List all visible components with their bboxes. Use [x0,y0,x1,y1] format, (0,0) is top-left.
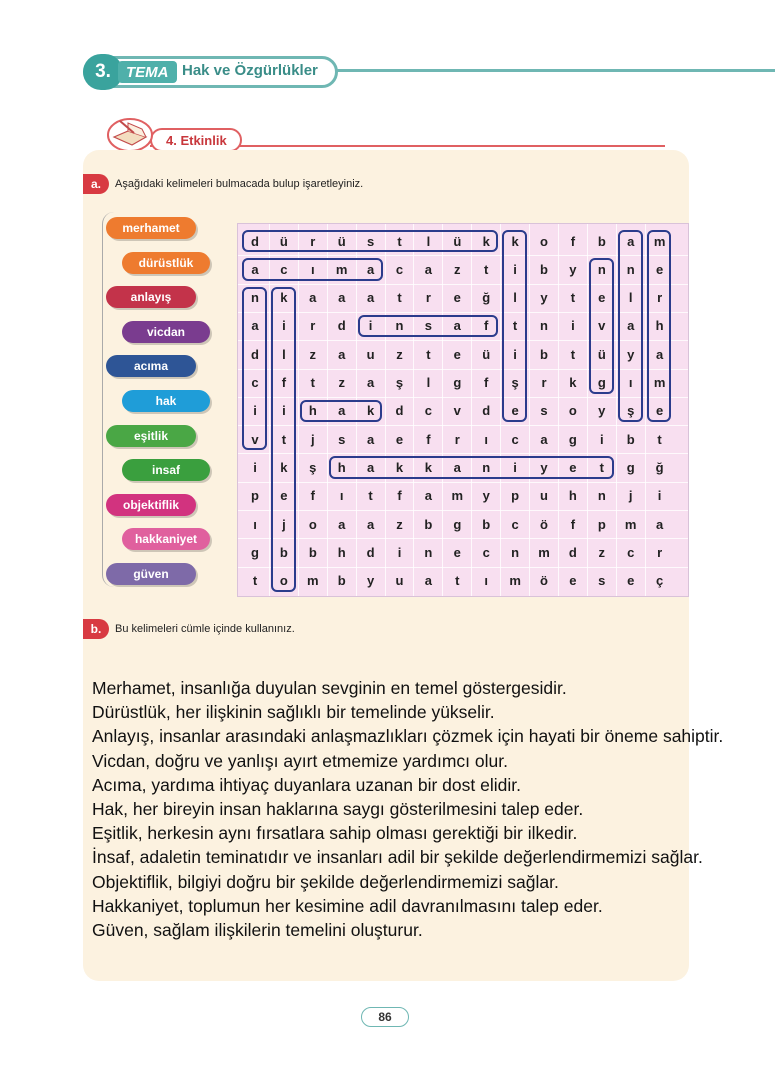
header-rule [330,69,775,72]
grid-cell[interactable]: r [657,544,663,560]
grid-cell[interactable]: z [309,346,317,362]
grid-cell[interactable]: ı [310,261,315,277]
grid-cell[interactable]: ö [540,573,548,589]
grid-cell[interactable]: a [540,431,548,447]
grid-cell[interactable]: ö [540,516,548,532]
answer-sentence: Acıma, yardıma ihtiyaç duyanlara uzanan bir dost elidir. [92,774,521,795]
grid-cell[interactable]: o [308,516,317,532]
grid-cell[interactable]: e [395,431,404,447]
grid-cell[interactable]: g [597,375,606,390]
grid-cell[interactable]: k [482,233,490,249]
grid-cell[interactable]: ü [337,233,346,249]
grid-cell[interactable]: ç [655,573,664,589]
grid-cell[interactable]: e [569,459,577,475]
grid-cell[interactable]: a [366,516,375,532]
grid-cell[interactable]: f [570,516,576,532]
grid-cell[interactable]: a [627,318,635,334]
grid-cell[interactable]: t [397,290,402,306]
grid-cell[interactable]: c [482,544,490,560]
grid-cell[interactable]: l [426,233,431,249]
grid-cell[interactable]: z [454,261,461,277]
answer-sentence: Hakkaniyet, toplumun her kesimine adil davranılmasını talep eder. [92,895,603,916]
grid-cell[interactable]: l [426,375,431,390]
grid-cell[interactable]: ü [453,233,462,249]
grid-cell[interactable]: r [310,233,316,249]
grid-cell[interactable]: i [599,431,604,447]
grid-cell[interactable]: i [282,318,286,334]
found-word-outline [618,230,643,422]
word-pill: hakkaniyet [122,528,210,550]
grid-cell[interactable]: i [253,459,257,475]
grid-cell[interactable]: f [426,431,431,447]
grid-cell[interactable]: n [395,318,404,334]
grid-cell[interactable]: f [310,488,315,504]
grid-cell[interactable]: d [366,544,375,560]
grid-cell[interactable]: t [281,431,287,447]
grid-cell[interactable]: b [597,233,606,249]
found-word-outline [242,258,383,280]
grid-cell[interactable]: m [307,573,319,589]
grid-cell[interactable]: t [426,346,431,362]
grid-cell[interactable]: f [397,488,402,504]
grid-cell[interactable]: o [279,573,288,589]
grid-cell[interactable]: i [513,261,517,277]
grid-cell[interactable]: b [626,431,635,447]
found-word-outline [329,456,614,478]
grid-cell[interactable]: b [540,261,548,277]
grid-cell[interactable]: ü [597,346,606,362]
grid-cell[interactable]: c [511,516,519,532]
word-pill: eşitlik [106,425,196,447]
section-a-marker: a. [83,174,109,194]
grid-cell[interactable]: ı [628,375,633,390]
grid-cell[interactable]: f [484,318,489,334]
word-pill: merhamet [106,217,196,239]
grid-cell[interactable]: a [338,346,346,362]
found-word-outline [242,287,267,451]
grid-cell[interactable]: a [655,516,664,532]
grid-cell[interactable]: m [624,516,637,532]
grid-cell[interactable]: m [538,544,550,560]
answer-sentence: Objektiflik, bilgiyi doğru bir şekilde değerlendirmemizi sağlar. [92,871,559,892]
found-word-outline [589,258,614,394]
grid-cell[interactable]: ı [484,431,488,447]
found-word-outline [242,230,498,252]
answer-sentence: Dürüstlük, her ilişkinin sağlıklı bir temelinde yükselir. [92,702,495,723]
answer-sentence: Güven, sağlam ilişkilerin temelini oluşturur. [92,920,423,941]
word-pill: acıma [106,355,196,377]
grid-cell[interactable]: s [598,573,606,589]
grid-cell[interactable]: u [366,346,375,362]
grid-cell[interactable]: n [511,544,520,560]
grid-cell[interactable]: e [569,573,577,589]
grid-cell[interactable]: d [482,403,491,419]
grid-cell[interactable]: v [251,431,259,447]
word-search-grid[interactable] [237,223,689,597]
grid-cell[interactable]: e [280,488,288,504]
book-icon [106,113,154,153]
grid-cell[interactable]: ı [253,516,257,532]
grid-cell[interactable]: k [424,459,432,475]
grid-cell[interactable]: k [511,233,519,249]
word-pill: objektiflik [106,494,196,516]
grid-cell[interactable]: n [540,318,548,334]
grid-cell[interactable]: b [482,516,491,532]
grid-cell[interactable]: d [251,346,259,362]
grid-cell[interactable]: e [655,261,664,277]
grid-cell[interactable]: y [366,573,375,589]
grid-cell[interactable]: h [655,318,664,334]
grid-cell[interactable]: l [282,346,286,362]
grid-cell[interactable]: v [453,403,461,419]
grid-cell[interactable]: c [511,431,519,447]
grid-cell[interactable]: z [396,516,403,532]
grid-cell[interactable]: t [570,290,576,306]
grid-cell[interactable]: a [366,290,375,306]
grid-cell[interactable]: c [251,375,259,390]
grid-cell[interactable]: t [657,431,662,447]
word-pill: dürüstlük [122,252,210,274]
grid-cell[interactable]: t [484,261,489,277]
grid-cell[interactable]: k [366,403,375,419]
grid-cell[interactable]: n [482,459,491,475]
grid-cell[interactable]: e [453,346,461,362]
grid-cell[interactable]: k [569,375,577,390]
grid-cell[interactable]: j [310,431,315,447]
answer-sentence: Eşitlik, herkesin aynı fırsatlara sahip olması gerektiği bir ilkedir. [92,823,578,844]
grid-cell[interactable]: g [626,459,635,475]
grid-cell[interactable]: p [511,488,520,504]
grid-cell[interactable]: n [626,261,635,277]
grid-cell[interactable]: t [512,318,518,334]
grid-cell[interactable]: r [657,290,663,306]
grid-cell[interactable]: s [540,403,548,419]
grid-cell[interactable]: ü [482,346,491,362]
grid-cell[interactable]: c [627,544,635,560]
grid-cell[interactable]: f [484,375,489,390]
answer-sentence: Merhamet, insanlığa duyulan sevginin en temel göstergesidir. [92,678,567,698]
grid-cell[interactable]: g [251,544,259,560]
grid-cell[interactable]: n [424,544,433,560]
found-word-outline [502,230,527,422]
grid-cell[interactable]: d [337,318,346,334]
grid-cell[interactable]: y [540,290,548,306]
grid-cell[interactable]: a [424,573,432,589]
grid-cell[interactable]: j [628,488,633,504]
grid-cell[interactable]: a [338,403,346,419]
grid-cell[interactable]: r [454,431,460,447]
grid-cell[interactable]: ı [339,488,344,504]
grid-cell[interactable]: c [280,261,288,277]
grid-cell[interactable]: g [453,375,462,390]
grid-cell[interactable]: t [252,573,258,589]
found-word-outline [300,400,383,422]
grid-cell[interactable]: y [540,459,548,475]
grid-cell[interactable]: e [627,573,635,589]
grid-cell[interactable]: a [251,261,259,277]
grid-cell[interactable]: z [338,375,345,390]
grid-cell[interactable]: m [653,375,666,390]
grid-cell[interactable]: h [337,544,346,560]
grid-cell[interactable]: l [513,290,517,306]
unit-label: TEMA [118,61,177,83]
grid-cell[interactable]: u [540,488,548,504]
found-word-outline [647,230,672,422]
grid-cell[interactable]: j [282,516,286,532]
answer-sentence: Hak, her bireyin insan haklarına saygı gösterilmesini talep eder. [92,799,584,820]
grid-cell[interactable]: g [568,431,577,447]
grid-cell[interactable]: a [366,431,375,447]
grid-cell[interactable]: n [597,488,606,504]
grid-cell[interactable]: i [368,318,373,334]
grid-cell[interactable]: ş [395,375,404,390]
found-word-outline [271,287,296,592]
grid-cell[interactable]: b [337,573,346,589]
answer-sentences [92,676,772,942]
grid-cell[interactable]: ğ [482,290,491,306]
grid-cell[interactable]: a [627,233,635,249]
grid-cell[interactable]: e [598,290,606,306]
section-b-instruction: Bu kelimeleri cümle içinde kullanınız. [115,623,295,635]
grid-cell[interactable]: p [251,488,259,504]
grid-cell[interactable]: b [308,544,317,560]
grid-cell[interactable]: a [453,459,461,475]
grid-cell[interactable]: c [424,403,432,419]
section-a-instruction: Aşağıdaki kelimeleri bulmacada bulup işaretleyiniz. [115,178,364,190]
grid-cell[interactable]: i [253,403,257,419]
grid-cell[interactable]: n [597,261,606,277]
grid-cell[interactable]: y [627,346,635,362]
grid-cell[interactable]: y [598,403,606,419]
grid-cell[interactable]: t [599,459,604,475]
grid-cell[interactable]: z [598,544,606,560]
grid-cell[interactable]: d [395,403,404,419]
grid-cell[interactable]: k [280,290,288,306]
grid-cell[interactable]: a [655,346,664,362]
grid-cell[interactable]: b [540,346,548,362]
grid-cell[interactable]: b [279,544,288,560]
grid-cell[interactable]: a [424,261,432,277]
grid-cell[interactable]: t [570,346,576,362]
grid-cell[interactable]: a [366,459,375,475]
grid-cell[interactable]: ş [309,459,317,475]
grid-cell[interactable]: a [424,488,432,504]
grid-cell[interactable]: o [540,233,548,249]
grid-cell[interactable]: m [509,573,521,589]
grid-cell[interactable]: n [251,290,259,306]
grid-cell[interactable]: i [657,488,662,504]
grid-cell[interactable]: ş [627,403,635,419]
activity-title: 4. Etkinlik [150,128,242,152]
word-pill: güven [106,563,196,585]
word-pill: insaf [122,459,210,481]
grid-cell[interactable]: d [251,233,259,249]
grid-cell[interactable]: ş [511,375,519,390]
grid-cell[interactable]: h [337,459,346,475]
grid-cell[interactable]: r [541,375,547,390]
section-b-marker: b. [83,619,109,639]
grid-cell[interactable]: a [453,318,461,334]
grid-cell[interactable]: z [396,346,403,362]
word-pill: hak [122,390,210,412]
grid-cell[interactable]: f [281,375,287,390]
grid-cell[interactable]: r [310,318,316,334]
grid-cell[interactable]: e [453,544,461,560]
grid-cell[interactable]: i [282,403,286,419]
found-word-outline [358,315,499,337]
word-pill: vicdan [122,321,210,343]
grid-cell[interactable]: t [397,233,402,249]
grid-cell[interactable]: v [598,318,606,334]
grid-cell[interactable]: e [511,403,519,419]
grid-cell[interactable]: e [655,403,664,419]
grid-cell[interactable]: b [424,516,433,532]
grid-cell[interactable]: t [368,488,373,504]
grid-cell[interactable]: m [451,488,464,504]
grid-cell[interactable]: a [366,261,375,277]
grid-cell[interactable]: t [310,375,315,390]
grid-cell[interactable]: h [568,488,577,504]
grid-cell[interactable]: k [395,459,404,475]
grid-cell[interactable]: a [251,318,259,334]
unit-number: 3. [83,54,123,90]
grid-cell[interactable]: h [308,403,317,419]
grid-cell[interactable]: u [395,573,404,589]
word-pill: anlayış [106,286,196,308]
grid-cell[interactable]: f [570,233,576,249]
answer-sentence: Vicdan, doğru ve yanlışı ayırt etmemize yardımcı olur. [92,750,508,771]
unit-title: Hak ve Özgürlükler [182,62,318,79]
grid-cell[interactable]: e [453,290,461,306]
grid-cell[interactable]: y [569,261,577,277]
grid-cell[interactable]: c [395,261,404,277]
page-number: 86 [361,1007,409,1027]
answer-sentence: Anlayış, insanlar arasındaki anlaşmazlıkları çözmek için hayati bir öneme sahiptir. [92,726,724,747]
grid-cell[interactable]: y [482,488,490,504]
grid-cell[interactable]: r [425,290,431,306]
grid-cell[interactable]: m [653,233,666,249]
grid-cell[interactable]: t [455,573,460,589]
grid-cell[interactable]: o [568,403,577,419]
grid-cell[interactable]: s [424,318,432,334]
grid-cell[interactable]: i [513,459,517,475]
grid-cell[interactable]: i [397,544,402,560]
grid-cell[interactable]: i [513,346,517,362]
grid-cell[interactable]: m [335,261,348,277]
grid-cell[interactable]: l [628,290,633,306]
grid-cell[interactable]: s [338,431,346,447]
answer-sentence: İnsaf, adaletin teminatıdır ve insanları adil bir şekilde değerlendirmemizi sağlar. [92,847,703,868]
grid-cell[interactable]: g [453,516,462,532]
grid-cell[interactable]: i [571,318,575,334]
grid-cell[interactable]: ğ [655,459,664,475]
grid-cell[interactable]: ı [484,573,488,589]
grid-cell[interactable]: p [597,516,606,532]
grid-cell[interactable]: a [338,516,346,532]
grid-cell[interactable]: s [366,233,375,249]
grid-cell[interactable]: a [309,290,317,306]
grid-cell[interactable]: ü [279,233,288,249]
grid-cell[interactable]: d [568,544,577,560]
grid-cell[interactable]: a [338,290,346,306]
grid-cell[interactable]: k [280,459,288,475]
grid-cell[interactable]: a [366,375,375,390]
